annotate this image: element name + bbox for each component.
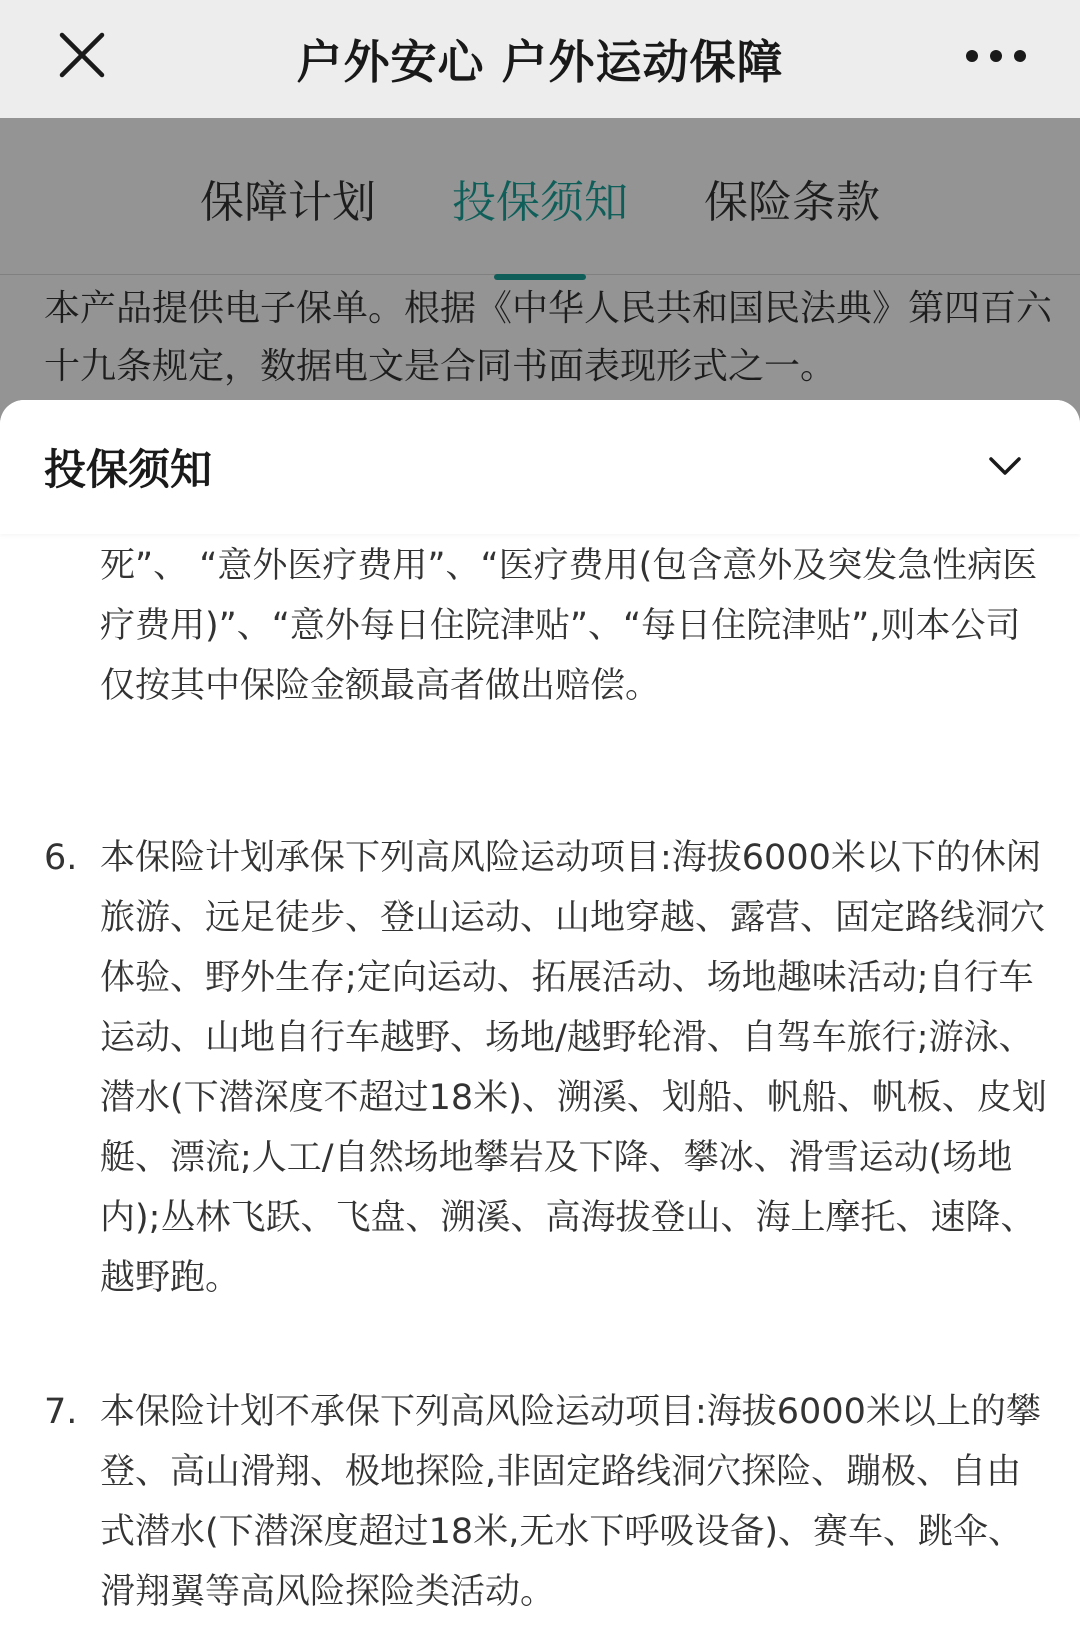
top-nav-bar: [0, 0, 1080, 118]
close-icon[interactable]: [56, 29, 108, 81]
more-dot: [990, 50, 1002, 62]
list-item-number: 6.: [44, 838, 78, 878]
sheet-header: [0, 400, 1080, 534]
continued-paragraph: 死”、 “意外医疗费用”、“医疗费用(包含意外及突发急性病医疗费用)”、“意外每日住院津贴”、“每日住院津贴”,则本公司仅按其中保险金额最高者做出赔偿。: [100, 546, 1038, 706]
chevron-down-icon[interactable]: [988, 454, 1022, 478]
notice-bottom-sheet: [0, 400, 1080, 1648]
notice-intro-text: 本产品提供电子保单。根据《中华人民共和国民法典》第四百六十九条规定，数据电文是合同书面表现形式之一。: [44, 288, 1053, 387]
more-dot: [966, 50, 978, 62]
tab-insurance-notice[interactable]: 投保须知: [452, 162, 628, 230]
more-dot: [1014, 50, 1026, 62]
list-item-text: 本保险计划承保下列高风险运动项目:海拔6000米以下的休闲旅游、远足徒步、登山运动、山地穿越、露营、固定路线洞穴体验、野外生存;定向运动、拓展活动、场地趣味活动;自行车运动、山地自行车越野、场地/越野轮滑、自驾车旅行;游泳、潜水(下潜深度不超过18米)、溯溪、划船、帆船、帆板、皮划艇、漂流;人工/自然场地攀岩及下降、攀冰、滑雪运动(场地内);丛林飞跃、飞盘、溯溪、高海拔登山、海上摩托、速降、越野跑。: [100, 838, 1047, 1298]
list-item-number: 7.: [44, 1392, 78, 1432]
more-icon[interactable]: [966, 50, 1026, 62]
tab-coverage-plan[interactable]: 保障计划: [200, 177, 376, 228]
list-item-text: 本保险计划不承保下列高风险运动项目:海拔6000米以上的攀登、高山滑翔、极地探险,非固定路线洞穴探险、蹦极、自由式潜水(下潜深度超过18米,无水下呼吸设备)、赛车、跳伞、滑翔翼等高风险探险类活动。: [100, 1392, 1041, 1612]
page-title: 户外安心 户外运动保障: [296, 35, 784, 89]
sheet-title: 投保须知: [44, 445, 213, 494]
tab-policy-terms[interactable]: 保险条款: [704, 177, 880, 228]
